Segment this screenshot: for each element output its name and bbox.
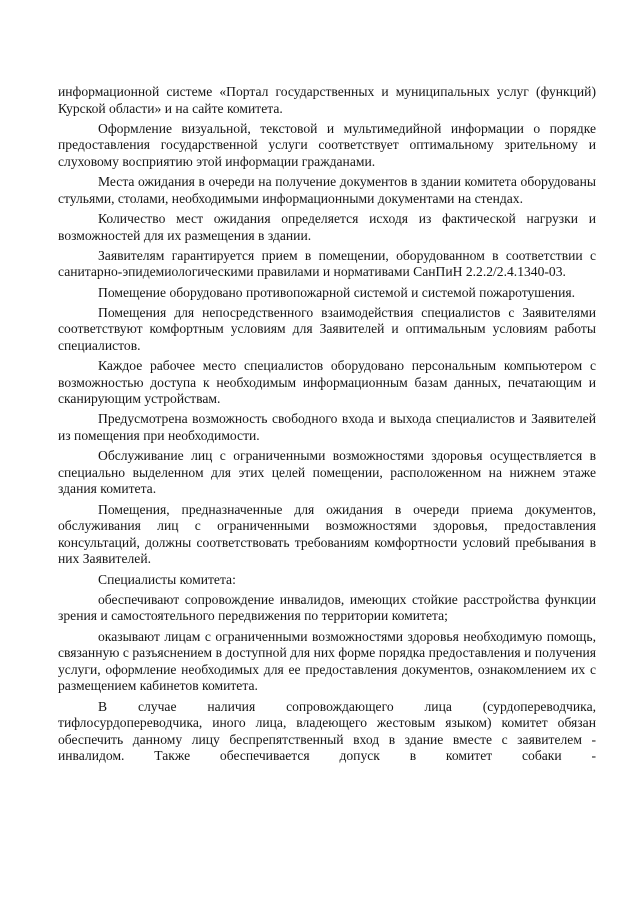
paragraph-accompanying-person: В случае наличия сопровождающего лица (сурдопереводчика, тифлосурдопереводчика, иного лица, владеющего жестовым языком) комитет обязан обеспечить данному лицу беспрепятственный вход в здание вместе с заявителем - инвалидом. Также обеспечивается допуск в комитет собаки - [58,698,596,764]
paragraph-free-entry: Предусмотрена возможность свободного входа и выхода специалистов и Заявителей из помещения при необходимости. [58,411,596,444]
paragraph-reception-guarantee: Заявителям гарантируется прием в помещении, оборудованном в соответствии с санитарно-эпидемиологическими правилами и нормативами СанПиН 2.2.2/2.4.1340-03. [58,247,596,280]
paragraph-interaction-rooms: Помещения для непосредственного взаимодействия специалистов с Заявителями соответствуют комфортным условиям для Заявителей и оптимальным условиям работы специалистов. [58,304,596,353]
paragraph-portal-info: информационной системе «Портал государственных и муниципальных услуг (функций) Курской области» и на сайте комитета. [58,84,596,116]
paragraph-visual-info: Оформление визуальной, текстовой и мультимедийной информации о порядке предоставления государственной услуги соответствует оптимальному зрительному и слуховому восприятию этой информации гражданами. [58,120,596,169]
paragraph-waiting-places: Места ожидания в очереди на получение документов в здании комитета оборудованы стульями, столами, необходимыми информационными документами на стендах. [58,174,596,206]
paragraph-fire-system: Помещение оборудовано противопожарной системой и системой пожаротушения. [98,284,576,300]
paragraph-disabled-service: Обслуживание лиц с ограниченными возможностями здоровья осуществляется в специально выделенном для этих целей помещении, расположенном на нижнем этаже здания комитета. [58,448,596,497]
paragraph-specialists-heading: Специалисты комитета: [98,571,236,587]
document-page [58,84,596,768]
paragraph-places-count: Количество мест ожидания определяется исходя из фактической нагрузки и возможностей для их размещения в здании. [58,210,596,243]
paragraph-comfort-requirements: Помещения, предназначенные для ожидания в очереди приема документов, обслуживания лиц с ограниченными возможностями здоровья, предоставления консультаций, должны соответствовать требованиям комфортности условий пребывания в них Заявителей. [58,501,596,567]
paragraph-assistance: оказывают лицам с ограниченными возможностями здоровья необходимую помощь, связанную с разъяснением в доступной для них форме порядка предоставления и получения услуги, оформление необходимых для ее предоставления документов, ознакомлением их с размещением кабинетов комитета. [58,628,596,694]
paragraph-workplace: Каждое рабочее место специалистов оборудовано персональным компьютером с возможностью доступа к необходимым информационным базам данных, печатающим и сканирующим устройствам. [58,358,596,407]
paragraph-escort-disabled: обеспечивают сопровождение инвалидов, имеющих стойкие расстройства функции зрения и самостоятельного передвижения по территории комитета; [58,591,596,624]
